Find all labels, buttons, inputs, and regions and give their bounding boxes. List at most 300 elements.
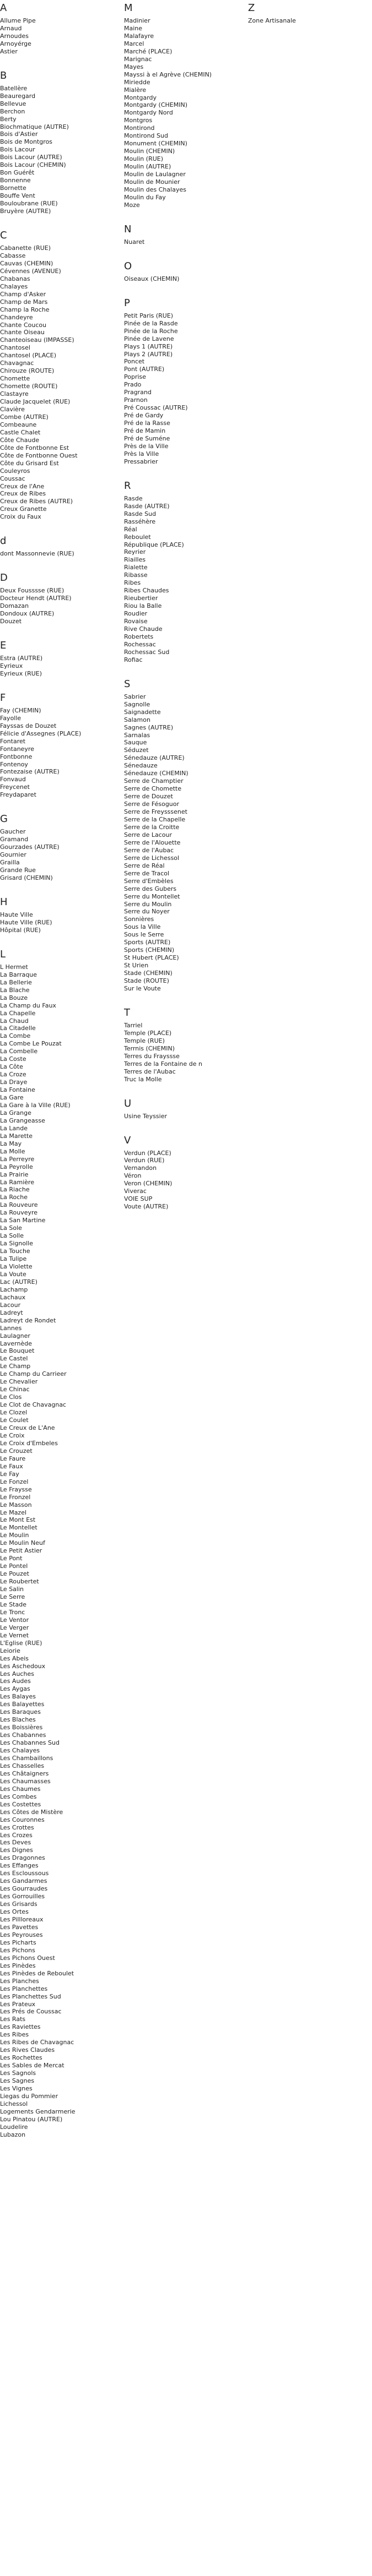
street-link[interactable]: La Tulipe	[0, 1255, 27, 1263]
street-link[interactable]: Bois d'Astier	[0, 130, 38, 138]
street-link[interactable]: Robertets	[124, 633, 154, 640]
street-link[interactable]: Les Peyrouses	[0, 1931, 43, 1938]
street-link[interactable]: Réal	[124, 525, 137, 533]
street-link[interactable]: Le Chevalier	[0, 1378, 38, 1386]
street-link[interactable]: Plays 2 (AUTRE)	[124, 350, 173, 358]
street-link[interactable]: Le Masson	[0, 1501, 32, 1508]
street-link[interactable]: Domazan	[0, 602, 29, 610]
street-link[interactable]: Haute Ville (RUE)	[0, 918, 52, 926]
street-link[interactable]: Les Auches	[0, 1670, 34, 1678]
street-link[interactable]: Serre de Fésoguor	[124, 800, 180, 808]
street-link[interactable]: Freycenet	[0, 783, 30, 791]
street-link[interactable]: Pinée de la Roche	[124, 327, 178, 335]
street-link[interactable]: Les Ribes	[0, 2031, 29, 2039]
street-link[interactable]: La Roche	[0, 1194, 28, 1201]
street-link[interactable]: Mayssi à el Agrève (CHEMIN)	[124, 70, 212, 78]
street-link[interactable]: La Grange	[0, 1109, 31, 1117]
street-link[interactable]: Les Chaumasses	[0, 1777, 51, 1785]
street-link[interactable]: La Côte	[0, 1063, 23, 1071]
street-link[interactable]: Bouloubrane (RUE)	[0, 200, 58, 208]
street-link[interactable]: Le Croix	[0, 1431, 25, 1439]
street-link[interactable]: Bois Lacour	[0, 146, 35, 154]
street-link[interactable]: Castle Chalet	[0, 428, 41, 436]
street-link[interactable]: Les Abeis	[0, 1654, 29, 1662]
street-link[interactable]: Beauregard	[0, 92, 36, 100]
street-link[interactable]: Stade (CHEMIN)	[124, 970, 172, 977]
street-link[interactable]: Le Petit Astier	[0, 1547, 42, 1555]
street-link[interactable]: La Ramière	[0, 1178, 35, 1186]
street-link[interactable]: Pré de Mamin	[124, 427, 166, 435]
street-link[interactable]: Voute (AUTRE)	[124, 1203, 169, 1211]
street-link[interactable]: Combeaune	[0, 421, 37, 428]
street-link[interactable]: Vernandon	[124, 1164, 157, 1172]
street-link[interactable]: Lannes	[0, 1324, 22, 1332]
street-link[interactable]: Cabasse	[0, 252, 26, 259]
street-link[interactable]: Pré Coussac (AUTRE)	[124, 404, 188, 412]
street-link[interactable]: Le Champ	[0, 1363, 31, 1370]
street-link[interactable]: Usine Teyssier	[124, 1112, 168, 1120]
street-link[interactable]: Les Châtaigners	[0, 1769, 49, 1777]
street-link[interactable]: Les Sagnes	[0, 2077, 35, 2085]
street-link[interactable]: Moulin de Laulagner	[124, 171, 186, 178]
street-link[interactable]: Verdun (RUE)	[124, 1157, 165, 1164]
street-link[interactable]: St Urien	[124, 962, 149, 970]
street-link[interactable]: Fontbonne	[0, 753, 33, 760]
street-link[interactable]: Les Sagnols	[0, 2069, 36, 2077]
street-link[interactable]: Montirond	[124, 124, 155, 132]
street-link[interactable]: Bois de Montgros	[0, 138, 53, 146]
street-link[interactable]: La Chapelle	[0, 1009, 36, 1017]
street-link[interactable]: Côte de Fontbonne Ouest	[0, 451, 78, 459]
street-link[interactable]: Sagnolle	[124, 700, 150, 708]
street-link[interactable]: Le Faux	[0, 1462, 23, 1470]
street-link[interactable]: Les Ribes de Chavagnac	[0, 2039, 74, 2046]
street-link[interactable]: Les Chasselles	[0, 1762, 45, 1769]
street-link[interactable]: Près de la Ville	[124, 442, 169, 450]
street-link[interactable]: Lou Pinatou (AUTRE)	[0, 2115, 63, 2123]
street-link[interactable]: Moulin du Fay	[124, 193, 166, 201]
street-link[interactable]: La Rouveure	[0, 1201, 38, 1209]
street-link[interactable]: Nuaret	[124, 238, 145, 246]
street-link[interactable]: Chantosel	[0, 344, 30, 352]
street-link[interactable]: Rive Chaude	[124, 625, 163, 633]
street-link[interactable]: Séduzet	[124, 747, 149, 754]
street-link[interactable]: Pinée de Lavene	[124, 335, 174, 342]
street-link[interactable]: Les Ortes	[0, 1908, 29, 1916]
street-link[interactable]: Reboulet	[124, 533, 151, 541]
street-link[interactable]: Serre du Montellet	[124, 892, 180, 900]
street-link[interactable]: La Croze	[0, 1071, 26, 1079]
street-link[interactable]: Les Picharts	[0, 1938, 36, 1946]
street-link[interactable]: Roudier	[124, 610, 148, 618]
street-link[interactable]: Cauvas (CHEMIN)	[0, 259, 53, 267]
street-link[interactable]: Les Rats	[0, 2016, 26, 2023]
street-link[interactable]: Le Creux de L'Ane	[0, 1424, 55, 1432]
street-link[interactable]: Verdun (PLACE)	[124, 1149, 171, 1157]
street-link[interactable]: Les Couronnes	[0, 1816, 45, 1823]
street-link[interactable]: dont Massonnevie (RUE)	[0, 550, 74, 558]
street-link[interactable]: Serre de Lacour	[124, 831, 172, 838]
street-link[interactable]: Le Faure	[0, 1455, 26, 1462]
street-link[interactable]: Monument (CHEMIN)	[124, 140, 187, 148]
street-link[interactable]: Les Pavettes	[0, 1923, 39, 1931]
street-link[interactable]: Les Crottes	[0, 1823, 34, 1831]
street-link[interactable]: Chandeyre	[0, 313, 33, 321]
street-link[interactable]: Les Audes	[0, 1678, 31, 1685]
street-link[interactable]: Le Fronzel	[0, 1493, 31, 1501]
street-link[interactable]: Arnaud	[0, 24, 22, 32]
street-link[interactable]: Serre de l'Alouette	[124, 838, 181, 846]
street-link[interactable]: Astier	[0, 47, 18, 55]
street-link[interactable]: Freydaparet	[0, 791, 36, 799]
street-link[interactable]: Pré de Suméne	[124, 434, 170, 442]
street-link[interactable]: Côte de Fontbonne Est	[0, 444, 69, 451]
street-link[interactable]: La Citadelle	[0, 1025, 36, 1032]
street-link[interactable]: Montgardy	[124, 94, 157, 101]
street-link[interactable]: La Grangeasse	[0, 1117, 45, 1124]
street-link[interactable]: Bois Lacour (CHEMIN)	[0, 161, 66, 169]
street-link[interactable]: Bruyère (AUTRE)	[0, 208, 51, 215]
street-link[interactable]: Cabanette (RUE)	[0, 244, 51, 252]
street-link[interactable]: Rasde	[124, 494, 143, 502]
street-link[interactable]: Sénedauze	[124, 762, 158, 770]
street-link[interactable]: Riailles	[124, 556, 146, 564]
street-link[interactable]: Terrnis (CHEMIN)	[124, 1044, 175, 1052]
street-link[interactable]: Terres de l'Aubac	[124, 1068, 176, 1075]
street-link[interactable]: Pré de la Rasse	[124, 420, 170, 427]
street-link[interactable]: Montgardy Nord	[124, 109, 173, 117]
street-link[interactable]: Pinée de la Rasde	[124, 319, 178, 327]
street-link[interactable]: Lavernède	[0, 1339, 32, 1347]
street-link[interactable]: Viverac	[124, 1188, 147, 1195]
street-link[interactable]: Coussac	[0, 475, 25, 482]
street-link[interactable]: Serre de la Croitte	[124, 823, 180, 831]
street-link[interactable]: Croix du Faux	[0, 513, 41, 521]
street-link[interactable]: Serre de Chomette	[124, 785, 182, 793]
street-link[interactable]: Gourzades (AUTRE)	[0, 843, 60, 851]
street-link[interactable]: La Bellerie	[0, 978, 32, 986]
street-link[interactable]: Marché (PLACE)	[124, 47, 172, 55]
street-link[interactable]: Moulin de Mounier	[124, 178, 180, 186]
street-link[interactable]: Le Fraysse	[0, 1485, 32, 1493]
street-link[interactable]: La Riache	[0, 1186, 30, 1194]
street-link[interactable]: La Solle	[0, 1232, 24, 1240]
street-link[interactable]: Dondoux (AUTRE)	[0, 610, 55, 618]
street-link[interactable]: Chirouze (ROUTE)	[0, 367, 55, 375]
street-link[interactable]: Pont (AUTRE)	[124, 366, 165, 373]
street-link[interactable]: Saignadette	[124, 708, 161, 716]
street-link[interactable]: Rochessac	[124, 640, 156, 648]
street-link[interactable]: Rieubertier	[124, 595, 158, 602]
street-link[interactable]: La Signolle	[0, 1240, 33, 1248]
street-link[interactable]: Les Deves	[0, 1839, 31, 1847]
street-link[interactable]: Chante Coucou	[0, 321, 47, 329]
street-link[interactable]: Prado	[124, 381, 142, 389]
street-link[interactable]: Les Sables de Mercat	[0, 2062, 64, 2069]
street-link[interactable]: Le Pouzet	[0, 1570, 29, 1578]
street-link[interactable]: Leiorie	[0, 1647, 20, 1654]
street-link[interactable]: Les Chabannes	[0, 1731, 46, 1739]
street-link[interactable]: Serre de l'Aubac	[124, 846, 174, 854]
street-link[interactable]: Berchon	[0, 107, 25, 115]
street-link[interactable]: Liegas du Pommier	[0, 2092, 58, 2100]
street-link[interactable]: Salamon	[124, 716, 150, 723]
street-link[interactable]: Fonvaud	[0, 776, 26, 783]
street-link[interactable]: Bois Lacour (AUTRE)	[0, 154, 62, 161]
street-link[interactable]: Combe (AUTRE)	[0, 413, 48, 421]
street-link[interactable]: Les Grisards	[0, 1900, 37, 1908]
street-link[interactable]: Fontaret	[0, 737, 26, 745]
street-link[interactable]: Le Fay	[0, 1470, 19, 1478]
street-link[interactable]: Ribes	[124, 579, 141, 587]
street-link[interactable]: Creux Granette	[0, 505, 47, 513]
street-link[interactable]: Clastayre	[0, 390, 29, 398]
street-link[interactable]: Marignac	[124, 55, 152, 63]
street-link[interactable]: Miriedde	[124, 78, 150, 86]
street-link[interactable]: Sauque	[124, 739, 147, 747]
street-link[interactable]: Marcel	[124, 40, 144, 47]
street-link[interactable]: Les Prés de Coussac	[0, 2008, 62, 2016]
street-link[interactable]: Serre de Freysssenet	[124, 808, 187, 816]
street-link[interactable]: Prarnon	[124, 396, 148, 404]
street-link[interactable]: Poncet	[124, 358, 145, 366]
street-link[interactable]: Chante Oiseau	[0, 329, 45, 336]
street-link[interactable]: Serre de Lichessol	[124, 854, 180, 862]
street-link[interactable]: Maine	[124, 24, 143, 32]
street-link[interactable]: Chalayes	[0, 282, 28, 290]
street-link[interactable]: Les Planchettes Sud	[0, 1992, 61, 2000]
street-link[interactable]: Félicie d'Assegnes (PLACE)	[0, 729, 82, 737]
street-link[interactable]: Le Mazel	[0, 1508, 27, 1516]
street-link[interactable]: Le Roubertet	[0, 1578, 39, 1586]
street-link[interactable]: Loudelire	[0, 2123, 28, 2131]
street-link[interactable]: La Lande	[0, 1124, 28, 1132]
street-link[interactable]: Sports (CHEMIN)	[124, 946, 175, 954]
street-link[interactable]: Les Balayettes	[0, 1701, 45, 1708]
street-link[interactable]: Les Aschedoux	[0, 1662, 46, 1670]
street-link[interactable]: La Blache	[0, 986, 30, 994]
street-link[interactable]: Sagnes (AUTRE)	[124, 723, 174, 731]
street-link[interactable]: Douzet	[0, 618, 22, 625]
street-link[interactable]: Reyrier	[124, 548, 146, 556]
street-link[interactable]: Les Balayes	[0, 1693, 36, 1701]
street-link[interactable]: Le Bouquet	[0, 1347, 35, 1355]
street-link[interactable]: Les Chaumes	[0, 1785, 41, 1793]
street-link[interactable]: La Champ du Faux	[0, 1001, 56, 1009]
street-link[interactable]: Le Stade	[0, 1600, 26, 1608]
street-link[interactable]: Bonnenne	[0, 177, 31, 184]
street-link[interactable]: Champ la Roche	[0, 306, 50, 313]
street-link[interactable]: Rofiac	[124, 656, 143, 663]
street-link[interactable]: Tarriel	[124, 1021, 143, 1029]
street-link[interactable]: Côte du Grisard Est	[0, 459, 59, 467]
street-link[interactable]: Le Crouzet	[0, 1447, 33, 1455]
street-link[interactable]: La San Martine	[0, 1217, 46, 1224]
street-link[interactable]: Champ d'Asker	[0, 290, 46, 298]
street-link[interactable]: Laulagner	[0, 1332, 30, 1339]
street-link[interactable]: Les Gorrouilles	[0, 1893, 45, 1900]
street-link[interactable]: Stade (ROUTE)	[124, 977, 169, 985]
street-link[interactable]: Le Montellet	[0, 1524, 37, 1532]
street-link[interactable]: La Perreyre	[0, 1155, 35, 1163]
street-link[interactable]: Le Pont	[0, 1555, 23, 1562]
street-link[interactable]: Le Fonzel	[0, 1478, 29, 1485]
street-link[interactable]: Oiseaux (CHEMIN)	[124, 275, 180, 282]
street-link[interactable]: La Gare	[0, 1094, 24, 1102]
street-link[interactable]: Sous le Serre	[124, 931, 164, 939]
street-link[interactable]: Deux Fousssse (RUE)	[0, 587, 64, 595]
street-link[interactable]: Les Rochettes	[0, 2054, 42, 2062]
street-link[interactable]: Le Salin	[0, 1586, 24, 1593]
street-link[interactable]: Les Boissières	[0, 1724, 43, 1731]
street-link[interactable]: Bornette	[0, 184, 26, 192]
street-link[interactable]: Petit Paris (RUE)	[124, 312, 174, 319]
street-link[interactable]: La Peyrolle	[0, 1163, 33, 1170]
street-link[interactable]: République (PLACE)	[124, 541, 184, 548]
street-link[interactable]: Ladreyt	[0, 1309, 23, 1316]
street-link[interactable]: Sénedauze (AUTRE)	[124, 754, 185, 762]
street-link[interactable]: Montirond Sud	[124, 132, 168, 140]
street-link[interactable]: Montgros	[124, 117, 153, 124]
street-link[interactable]: Pré de Gardy	[124, 412, 164, 420]
street-link[interactable]: Les Blaches	[0, 1716, 36, 1724]
street-link[interactable]: Les Baraques	[0, 1708, 41, 1716]
street-link[interactable]: Les Rives Claudes	[0, 2046, 55, 2054]
street-link[interactable]: Véron	[124, 1172, 142, 1180]
street-link[interactable]: Temple (RUE)	[124, 1037, 165, 1044]
street-link[interactable]: Chantosel (PLACE)	[0, 352, 57, 360]
street-link[interactable]: Le Clozel	[0, 1409, 28, 1417]
street-link[interactable]: La Combe	[0, 1032, 31, 1040]
street-link[interactable]: Lacour	[0, 1301, 21, 1309]
street-link[interactable]: Le Champ du Carrieer	[0, 1370, 67, 1378]
street-link[interactable]: Rovaise	[124, 618, 148, 625]
street-link[interactable]: Rasséhère	[124, 518, 156, 525]
street-link[interactable]: Serre du Noyer	[124, 908, 170, 916]
street-link[interactable]: Lachamp	[0, 1286, 28, 1293]
street-link[interactable]: La May	[0, 1140, 22, 1147]
street-link[interactable]: Chabanas	[0, 275, 30, 282]
street-link[interactable]: Bouffe Vent	[0, 192, 35, 200]
street-link[interactable]: Le Vernet	[0, 1631, 29, 1639]
street-link[interactable]: Le Croix d'Embeles	[0, 1439, 58, 1447]
street-link[interactable]: Sarnalas	[124, 731, 150, 739]
street-link[interactable]: Champ de Mars	[0, 298, 48, 306]
street-link[interactable]: Malafayre	[124, 32, 154, 40]
street-link[interactable]: Pragrand	[124, 389, 152, 396]
street-link[interactable]: Le Tronc	[0, 1608, 25, 1616]
street-link[interactable]: Les Pillloreaux	[0, 1916, 44, 1924]
street-link[interactable]: La Gare à la Ville (RUE)	[0, 1101, 71, 1109]
street-link[interactable]: Les Chabannes Sud	[0, 1739, 60, 1747]
street-link[interactable]: Le Moulin Neuf	[0, 1539, 45, 1547]
street-link[interactable]: Les Vignes	[0, 2084, 33, 2092]
street-link[interactable]: Truc la Molle	[124, 1075, 162, 1083]
street-link[interactable]: La Coste	[0, 1055, 26, 1063]
street-link[interactable]: Fayolle	[0, 714, 21, 722]
street-link[interactable]: Serre de Douzet	[124, 793, 173, 800]
street-link[interactable]: Estra (AUTRE)	[0, 655, 43, 662]
street-link[interactable]: Les Combes	[0, 1793, 37, 1800]
street-link[interactable]: Gaucher	[0, 828, 26, 836]
street-link[interactable]: Arnoyérge	[0, 40, 31, 47]
street-link[interactable]: Le Verger	[0, 1624, 29, 1631]
street-link[interactable]: La Molle	[0, 1147, 25, 1155]
street-link[interactable]: Moulin (CHEMIN)	[124, 148, 175, 155]
street-link[interactable]: Moze	[124, 201, 140, 209]
street-link[interactable]: Les Dignes	[0, 1847, 33, 1854]
street-link[interactable]: Riou la Balle	[124, 602, 162, 610]
street-link[interactable]: Les Planches	[0, 1977, 39, 1985]
street-link[interactable]: Les Crozes	[0, 1831, 33, 1839]
street-link[interactable]: Côte Chaude	[0, 436, 40, 444]
street-link[interactable]: Serre du Moulin	[124, 900, 172, 908]
street-link[interactable]: Logements Gendarmerie	[0, 2107, 76, 2115]
street-link[interactable]: Ribasse	[124, 571, 148, 579]
street-link[interactable]: Bon Guérêt	[0, 169, 35, 177]
street-link[interactable]: Les Costettes	[0, 1800, 41, 1808]
street-link[interactable]: Poprise	[124, 373, 147, 381]
street-link[interactable]: Lachaux	[0, 1293, 26, 1301]
street-link[interactable]: Bellevue	[0, 100, 26, 107]
street-link[interactable]: La Marette	[0, 1132, 33, 1140]
street-link[interactable]: Batellère	[0, 84, 28, 92]
street-link[interactable]: Madinier	[124, 17, 150, 24]
street-link[interactable]: Gournier	[0, 851, 26, 859]
street-link[interactable]: La Bouze	[0, 994, 28, 1001]
street-link[interactable]: Serre des Gubers	[124, 885, 177, 892]
street-link[interactable]: Hôpital (RUE)	[0, 926, 41, 934]
street-link[interactable]: Fay (CHEMIN)	[0, 706, 41, 714]
street-link[interactable]: La Rouveyre	[0, 1209, 38, 1217]
street-link[interactable]: Les Dragonnes	[0, 1854, 45, 1862]
street-link[interactable]: Le Pontel	[0, 1562, 28, 1570]
street-link[interactable]: La Fontaine	[0, 1086, 35, 1094]
street-link[interactable]: Lac (AUTRE)	[0, 1278, 37, 1286]
street-link[interactable]: Moulin (AUTRE)	[124, 163, 171, 171]
street-link[interactable]: Les Planchettes	[0, 1985, 48, 1992]
street-link[interactable]: Fayssas de Douzet	[0, 722, 57, 729]
street-link[interactable]: Sur le Voute	[124, 984, 161, 992]
street-link[interactable]: Serre de Champtier	[124, 777, 184, 785]
street-link[interactable]: Les Chambaillons	[0, 1755, 53, 1762]
street-link[interactable]: Temple (PLACE)	[124, 1029, 172, 1037]
street-link[interactable]: La Violette	[0, 1263, 33, 1270]
street-link[interactable]: Le Clos	[0, 1393, 22, 1401]
street-link[interactable]: Serre de la Chapelle	[124, 816, 186, 824]
street-link[interactable]: Lichessol	[0, 2100, 28, 2107]
street-link[interactable]: Sonnières	[124, 916, 154, 923]
street-link[interactable]: Sabrier	[124, 693, 146, 700]
street-link[interactable]: Les Effanges	[0, 1862, 39, 1870]
street-link[interactable]: Clavière	[0, 405, 25, 413]
street-link[interactable]: La Combelle	[0, 1048, 38, 1055]
street-link[interactable]: La Chaud	[0, 1017, 29, 1025]
street-link[interactable]: Le Castel	[0, 1355, 28, 1363]
street-link[interactable]: Serre de Réal	[124, 862, 165, 869]
street-link[interactable]: Montgardy (CHEMIN)	[124, 101, 187, 109]
street-link[interactable]: Fontezaise (AUTRE)	[0, 768, 60, 776]
street-link[interactable]: Les Aygas	[0, 1685, 30, 1693]
street-link[interactable]: Les Gandarmes	[0, 1877, 47, 1885]
street-link[interactable]: Moulin des Chalayes	[124, 186, 186, 193]
street-link[interactable]: La Combe Le Pouzat	[0, 1040, 62, 1048]
street-link[interactable]: St Hubert (PLACE)	[124, 954, 179, 962]
street-link[interactable]: Sénedauze (CHEMIN)	[124, 770, 188, 777]
street-link[interactable]: Les Pinèdes	[0, 1962, 36, 1969]
street-link[interactable]: Les Escloussous	[0, 1870, 49, 1877]
street-link[interactable]: Sous la Ville	[124, 923, 161, 931]
